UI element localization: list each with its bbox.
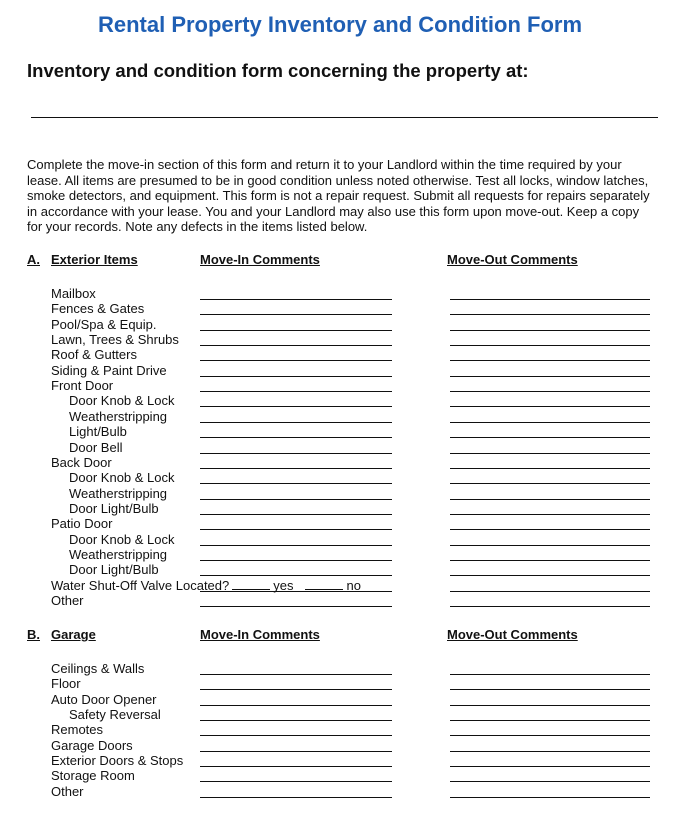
item-label: Door Light/Bulb [69,500,159,516]
move-in-comment-line[interactable] [200,330,392,331]
move-out-comment-line[interactable] [450,575,650,576]
item-label: Mailbox [51,286,96,301]
form-title: Rental Property Inventory and Condition Form [97,12,583,37]
move-in-comment-line[interactable] [200,606,392,607]
move-out-comment-line[interactable] [450,720,650,721]
move-in-comment-line[interactable] [200,422,392,423]
section-b-move-out-header [447,627,578,642]
move-in-comment-line[interactable] [200,751,392,752]
move-in-comment-line[interactable] [200,674,392,675]
section-b-move-in-header [200,627,320,642]
move-out-comment-line[interactable] [450,376,650,377]
move-in-comment-line[interactable] [200,483,392,484]
move-out-comment-line[interactable] [450,468,650,469]
section-a-letter: A. [27,252,40,267]
move-in-comment-line[interactable] [200,345,392,346]
instructions-paragraph [27,157,677,235]
move-out-comment-line[interactable] [450,345,650,346]
move-in-comment-line[interactable] [200,453,392,454]
move-out-comment-line[interactable] [450,499,650,500]
item-label: Patio Door [51,516,113,532]
property-subtitle: Inventory and condition form concerning the property at: [27,60,529,81]
item-label: Weatherstripping [69,485,168,501]
move-in-comment-line[interactable] [200,499,392,500]
instructions-line: Complete the move-in section of this form and return it to your Landlord within the time required by your [27,157,622,172]
move-in-comment-line[interactable] [200,299,392,300]
move-out-comment-line[interactable] [450,314,650,315]
item-label: Back Door [51,454,112,470]
move-in-comment-line[interactable] [200,735,392,736]
item-label: Door Knob & Lock [69,393,175,409]
item-label: Light/Bulb [69,424,127,440]
move-in-comment-line[interactable] [200,766,392,767]
move-out-comment-line[interactable] [450,689,650,690]
move-out-comment-line[interactable] [450,674,650,675]
item-label: Fences & Gates [51,301,145,317]
section-b-letter: B. [27,627,40,642]
move-in-comment-line[interactable] [200,406,392,407]
valve-no-blank[interactable] [305,578,343,590]
section-a-move-in-header [200,252,320,267]
move-in-comment-line[interactable] [200,545,392,546]
section-b-title [51,627,96,642]
move-out-comment-line[interactable] [450,360,650,361]
item-label: Lawn, Trees & Shrubs [51,332,179,348]
move-out-comment-line[interactable] [450,735,650,736]
move-in-comment-line[interactable] [200,560,392,561]
instructions-line: smoke detectors, and equipment. This form is not a repair request. Submit all requests for repairs separately [27,188,650,203]
move-out-comment-line[interactable] [450,299,650,300]
move-out-comment-line[interactable] [450,591,650,592]
item-label: Storage Room [51,768,135,784]
item-label: Front Door [51,378,114,394]
move-in-comment-line[interactable] [200,514,392,515]
move-in-comment-line[interactable] [200,720,392,721]
move-out-comment-line[interactable] [450,406,650,407]
move-out-comment-line[interactable] [450,437,650,438]
move-out-header-label: Move-Out Comments [447,252,578,267]
item-label: Door Light/Bulb [69,562,159,578]
move-in-comment-line[interactable] [200,468,392,469]
move-out-comment-line[interactable] [450,606,650,607]
move-in-comment-line[interactable] [200,437,392,438]
move-in-comment-line[interactable] [200,705,392,706]
move-out-comment-line[interactable] [450,781,650,782]
valve-yes-label: yes [273,578,294,593]
water-valve-row [51,578,361,593]
item-label: Ceilings & Walls [51,661,145,676]
move-in-comment-line[interactable] [200,689,392,690]
valve-no-label: no [346,578,361,593]
section-a-name: Exterior Items [51,252,138,267]
move-out-comment-line[interactable] [450,797,650,798]
water-valve-label: Water Shut-Off Valve Located? [51,578,230,593]
item-label: Auto Door Opener [51,691,157,707]
move-in-comment-line[interactable] [200,529,392,530]
item-label: Door Knob & Lock [69,531,175,547]
move-out-comment-line[interactable] [450,422,650,423]
move-in-comment-line[interactable] [200,314,392,315]
item-label: Pool/Spa & Equip. [51,316,157,332]
item-label: Roof & Gutters [51,347,137,363]
item-label: Weatherstripping [69,546,168,562]
instructions-line: for your records. Note any defects in the items listed below. [27,219,368,234]
item-label: Remotes [51,722,104,738]
section-b-name: Garage [51,627,96,642]
move-in-comment-line[interactable] [200,360,392,361]
item-label: Door Knob & Lock [69,470,175,486]
move-in-header-label: Move-In Comments [200,627,320,642]
instructions-line: lease. All items are presumed to be in good condition unless noted otherwise. Test all locks, window latches, [27,172,649,188]
move-out-header-label: Move-Out Comments [447,627,578,642]
move-out-comment-line[interactable] [450,705,650,706]
item-label: Exterior Doors & Stops [51,753,184,769]
instructions-line: in accordance with your lease. You and your Landlord may also use this form upon move-out. Keep a copy [27,203,640,219]
move-out-comment-line[interactable] [450,391,650,392]
move-in-comment-line[interactable] [200,391,392,392]
section-a-title [51,252,138,267]
move-out-comment-line[interactable] [450,545,650,546]
item-label: Door Bell [69,439,123,455]
item-label: Other [51,783,84,799]
move-in-comment-line[interactable] [200,797,392,798]
move-in-comment-line[interactable] [200,575,392,576]
item-label: Safety Reversal [69,707,161,723]
move-out-comment-line[interactable] [450,514,650,515]
move-out-comment-line[interactable] [450,483,650,484]
valve-yes-blank[interactable] [232,578,270,590]
move-in-comment-line[interactable] [200,376,392,377]
section-a-move-out-header [447,252,578,267]
move-in-header-label: Move-In Comments [200,252,320,267]
move-out-comment-line[interactable] [450,453,650,454]
item-label: Siding & Paint Drive [51,362,167,378]
move-out-comment-line[interactable] [450,330,650,331]
item-label: Weatherstripping [69,408,168,424]
property-address-line[interactable] [31,117,658,118]
item-label: Garage Doors [51,737,133,753]
move-out-comment-line[interactable] [450,560,650,561]
section-a-other-label: Other [51,593,84,608]
move-out-comment-line[interactable] [450,529,650,530]
move-out-comment-line[interactable] [450,766,650,767]
move-out-comment-line[interactable] [450,751,650,752]
item-label: Floor [51,676,81,692]
move-in-comment-line[interactable] [200,781,392,782]
